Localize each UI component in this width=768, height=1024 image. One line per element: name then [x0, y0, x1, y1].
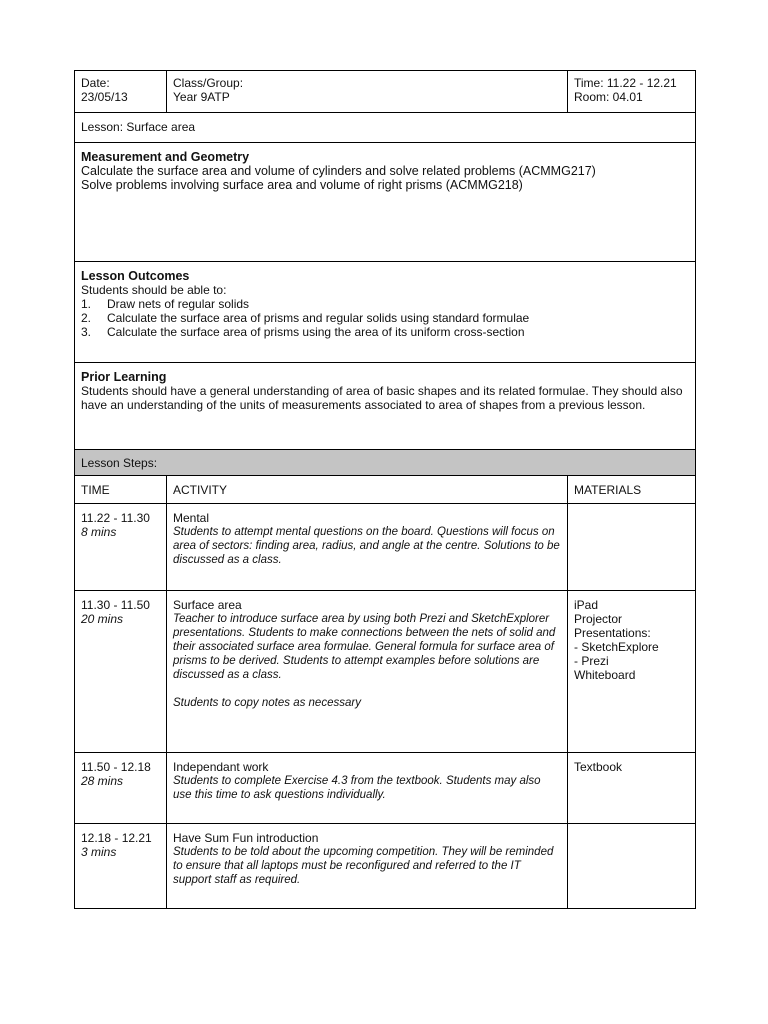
material-item: - Prezi [574, 654, 609, 668]
prior-title: Prior Learning [81, 370, 167, 384]
table-row [75, 753, 696, 824]
materials-cell [568, 504, 696, 591]
lesson-title: Lesson: Surface area [75, 113, 696, 143]
duration: 8 mins [81, 525, 117, 539]
table-row [75, 591, 696, 753]
header-row [75, 71, 696, 113]
date-cell [75, 71, 167, 113]
duration: 28 mins [81, 774, 124, 788]
material-item: Projector [574, 612, 623, 626]
outcomes-title: Lesson Outcomes [81, 269, 190, 283]
activity-note: Students to copy notes as necessary [173, 697, 361, 709]
col-materials-header: MATERIALS [568, 476, 696, 504]
table-row [75, 504, 696, 591]
time-cell [75, 504, 167, 591]
time-range: 11.22 - 11.30 [81, 511, 150, 525]
lesson-row [75, 113, 696, 143]
activity-cell [167, 591, 568, 753]
time-room-cell [568, 71, 696, 113]
prior-cell [75, 363, 696, 450]
activity-title: Independant work [173, 760, 269, 774]
activity-description: Students to complete Exercise 4.3 from the textbook. Students may also use this time to ask questions individually. [173, 775, 541, 801]
material-item: Textbook [574, 760, 623, 774]
lesson-plan-table [74, 70, 696, 909]
lesson-plan-document [74, 70, 695, 909]
time-cell [75, 591, 167, 753]
measurement-line: Calculate the surface area and volume of cylinders and solve related problems (ACMMG217) [81, 164, 596, 178]
room-label: Room: 04.01 [574, 90, 643, 104]
activity-cell [167, 504, 568, 591]
prior-text: Students should have a general understanding of area of basic shapes and its related formulae. They should also have an understanding of the units of measurements associated to area of shapes from a previous lesson. [81, 384, 683, 412]
activity-title: Mental [173, 511, 210, 525]
activity-description: Teacher to introduce surface area by using both Prezi and SketchExplorer presentations. Students to make connections between the nets of solid and their associated surface area formulae. General formula for surface area of prisms to be derived. Students to attempt examples before solutions are discussed as a class. [173, 613, 556, 681]
col-time-header: TIME [75, 476, 167, 504]
column-header-row [75, 476, 696, 504]
date-label: Date: [81, 76, 110, 90]
lesson-steps-label: Lesson Steps: [75, 450, 696, 476]
activity-cell [167, 753, 568, 824]
measurement-title: Measurement and Geometry [81, 150, 250, 164]
materials-cell [568, 753, 696, 824]
outcomes-list [81, 297, 689, 339]
time-range: 11.50 - 12.18 [81, 760, 151, 774]
class-cell [167, 71, 568, 113]
measurement-cell [75, 143, 696, 262]
date-value: 23/05/13 [81, 90, 128, 104]
measurement-line: Solve problems involving surface area and volume of right prisms (ACMMG218) [81, 178, 523, 192]
outcomes-intro: Students should be able to: [81, 283, 227, 297]
class-value: Year 9ATP [173, 90, 230, 104]
outcomes-cell [75, 262, 696, 363]
list-item: 1. Draw nets of regular solids [81, 297, 250, 311]
activity-description: Students to be told about the upcoming competition. They will be reminded to ensure that all laptops must be reconfigured and referred to the IT support staff as required. [173, 846, 554, 886]
list-item: 2. Calculate the surface area of prisms and regular solids using standard formulae [81, 311, 530, 325]
time-label: Time: 11.22 - 12.21 [574, 76, 677, 90]
time-cell [75, 824, 167, 909]
measurement-row [75, 143, 696, 262]
activity-description: Students to attempt mental questions on the board. Questions will focus on area of sectors: finding area, radius, and angle at the centre. Solutions to be discussed as a class. [173, 526, 560, 566]
table-row [75, 824, 696, 909]
time-range: 12.18 - 12.21 [81, 831, 152, 845]
lesson-steps-row [75, 450, 696, 476]
activity-cell [167, 824, 568, 909]
duration: 3 mins [81, 845, 117, 859]
activity-title: Surface area [173, 598, 242, 612]
time-range: 11.30 - 11.50 [81, 598, 150, 612]
material-item: Whiteboard [574, 668, 636, 682]
material-item: iPad [574, 598, 599, 612]
prior-row [75, 363, 696, 450]
duration: 20 mins [81, 612, 124, 626]
outcomes-row [75, 262, 696, 363]
time-cell [75, 753, 167, 824]
col-activity-header: ACTIVITY [167, 476, 568, 504]
class-label: Class/Group: [173, 76, 244, 90]
material-item: Presentations: [574, 626, 651, 640]
list-item: 3. Calculate the surface area of prisms using the area of its uniform cross-section [81, 325, 525, 339]
activity-title: Have Sum Fun introduction [173, 831, 319, 845]
materials-cell [568, 824, 696, 909]
material-item: - SketchExplore [574, 640, 659, 654]
materials-cell [568, 591, 696, 753]
